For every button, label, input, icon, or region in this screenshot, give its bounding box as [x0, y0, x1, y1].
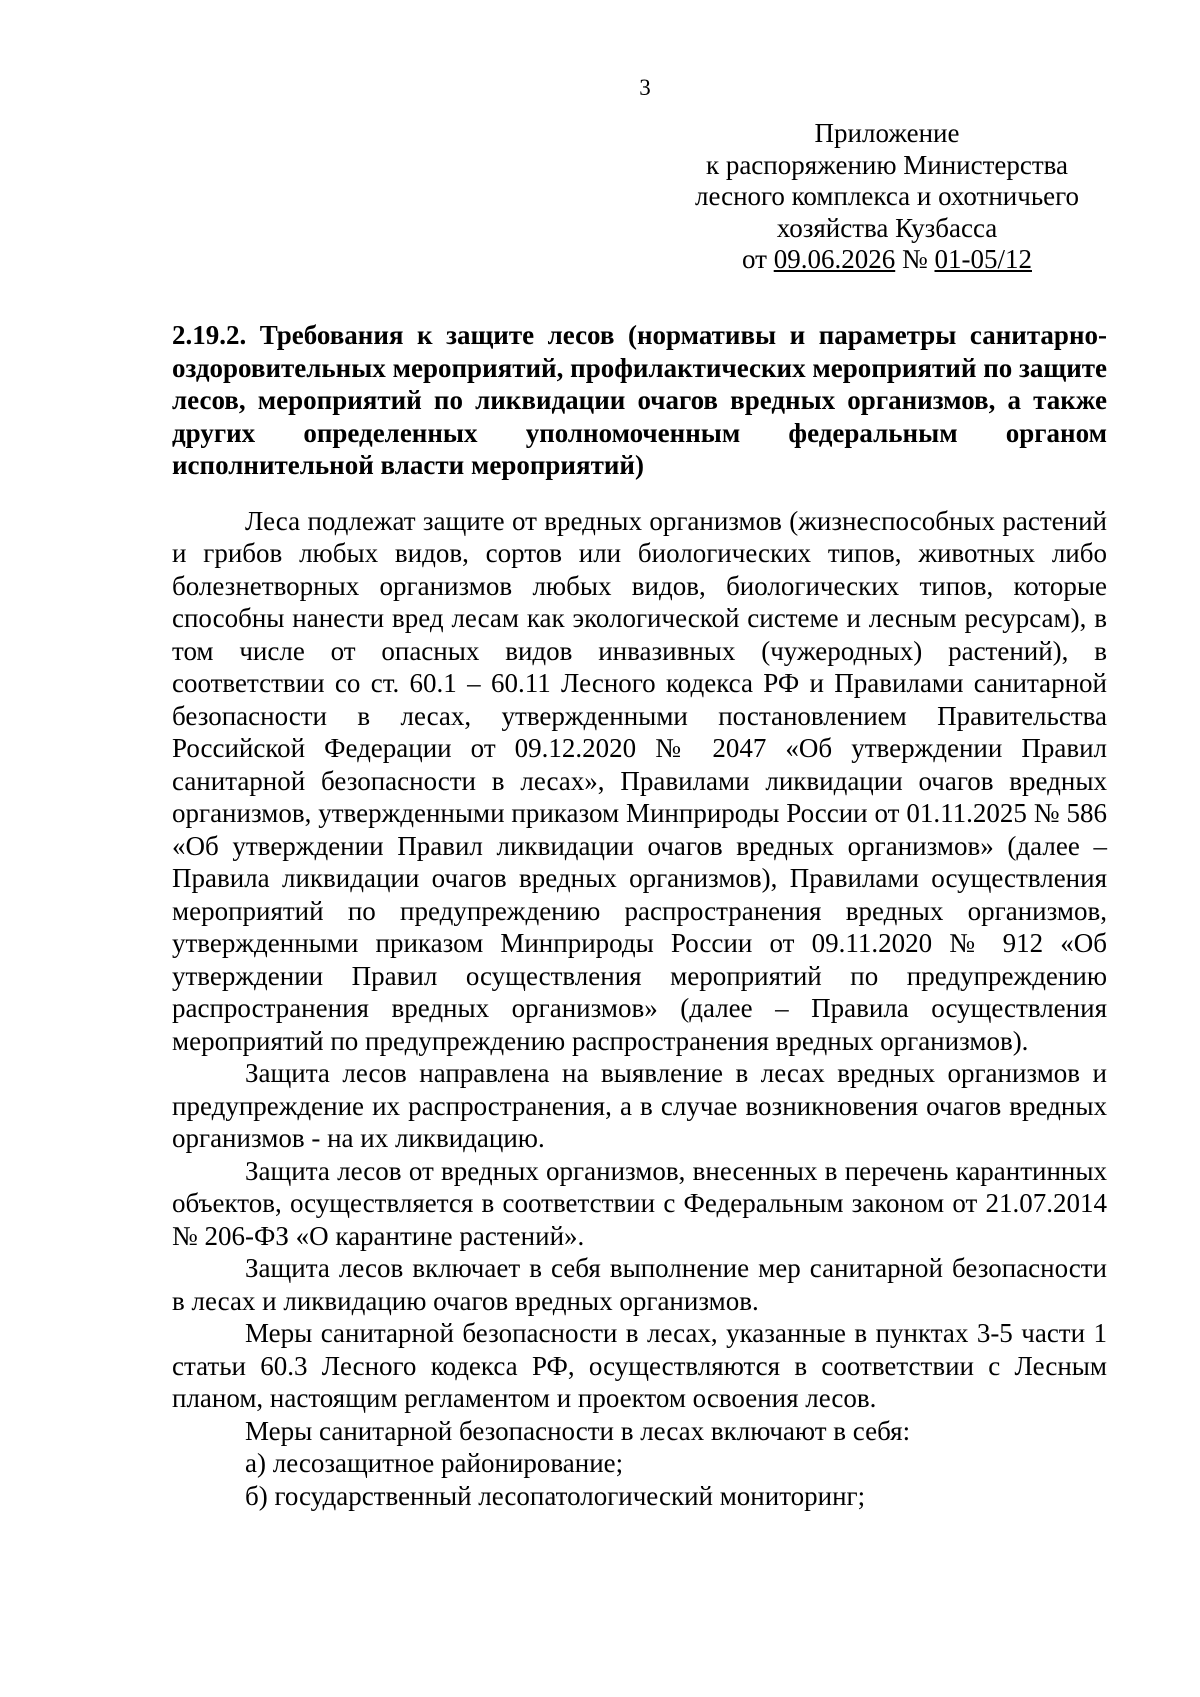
paragraph: Меры санитарной безопасности в лесах включают в себя:: [245, 1415, 911, 1446]
appendix-date-line: [672, 244, 1102, 276]
section-heading: 2.19.2. Требования к защите лесов (нормативы и параметры санитарно-оздоровительных мероприятий, профилактических мероприятий по защите лесов, мероприятий по ликвидации очагов вредных организмов, а также других определенных уполномоченным федеральным органом исполнительной власти мероприятий): [172, 320, 1107, 480]
appendix-title: Приложение: [814, 118, 960, 148]
list-item: а) лесозащитное районирование;: [245, 1448, 624, 1478]
paragraph: Защита лесов направлена на выявление в лесах вредных организмов и предупреждение их распространения, а в случае возникновения очагов вредных организмов - на их ликвидацию.: [172, 1058, 1107, 1153]
appendix-date: 09.06.2026: [773, 244, 896, 274]
page-number: 3: [639, 75, 651, 100]
paragraph: Защита лесов от вредных организмов, внесенных в перечень карантинных объектов, осуществляется в соответствии с Федеральным законом от 21.07.2014 № 206-ФЗ «О карантине растений».: [172, 1155, 1107, 1251]
paragraph: Меры санитарной безопасности в лесах, указанные в пунктах 3-5 части 1 статьи 60.3 Лесного кодекса РФ, осуществляются в соответствии с Лесным планом, настоящим регламентом и проектом освоения лесов.: [172, 1318, 1107, 1413]
appendix-block: [672, 118, 1102, 276]
document-body: [172, 319, 1107, 1512]
appendix-line-ministry: лесного комплекса и охотничьего: [694, 181, 1080, 211]
list-item: б) государственный лесопатологический мониторинг;: [245, 1480, 866, 1511]
appendix-number: 01-05/12: [934, 244, 1032, 274]
appendix-line-region: хозяйства Кузбасса: [776, 212, 998, 243]
paragraph: Защита лесов включает в себя выполнение мер санитарной безопасности в лесах и ликвидацию очагов вредных организмов.: [172, 1253, 1107, 1316]
appendix-date-prefix: от: [742, 244, 774, 274]
appendix-number-sign: №: [895, 244, 935, 274]
appendix-line-order: к распоряжению Министерства: [705, 149, 1069, 180]
paragraph: Леса подлежат защите от вредных организмов (жизнеспособных растений и грибов любых видов, сортов или биологических типов, животных либо болезнетворных организмов любых видов, биологических типов, которые способны нанести вред лесам как экологической системе и лесным ресурсам), в том числе от опасных видов инвазивных (чужеродных) растений), в соответствии со ст. 60.1 – 60.11 Лесного кодекса РФ и Правилами санитарной безопасности в лесах, утвержденными постановлением Правительства Российской Федерации от 09.12.2020 № 2047 «Об утверждении Правил санитарной безопасности в лесах», Правилами ликвидации очагов вредных организмов, утвержденными приказом Минприроды России от 01.11.2025 № 586 «Об утверждении Правил ликвидации очагов вредных организмов» (далее – Правила ликвидации очагов вредных организмов), Правилами осуществления мероприятий по предупреждению распространения вредных организмов, утвержденными приказом Минприроды России от 09.11.2020 № 912 «Об утверждении Правил осуществления мероприятий по предупреждению распространения вредных организмов» (далее – Правила осуществления мероприятий по предупреждению распространения вредных организмов).: [172, 505, 1107, 1056]
